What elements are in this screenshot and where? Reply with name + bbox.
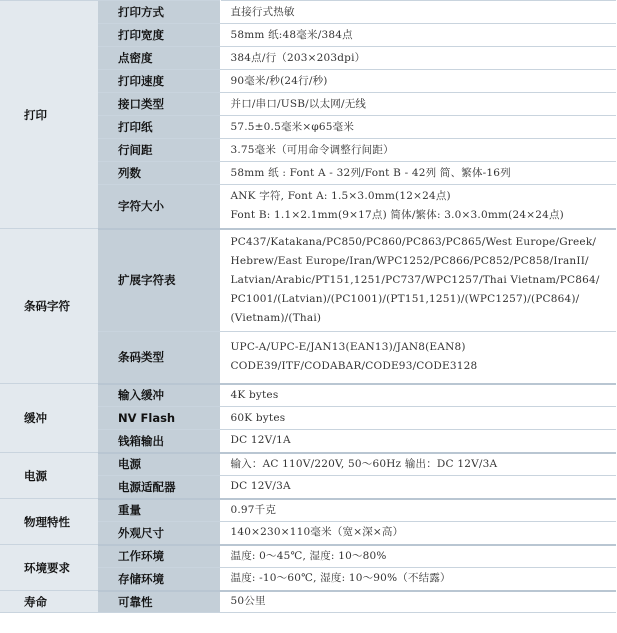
row-value: 140×230×110毫米（宽×深×高）	[220, 522, 616, 545]
table-row	[0, 1, 616, 24]
row-label: 行间距	[98, 139, 220, 162]
row-label: 可靠性	[98, 591, 220, 613]
row-value: 57.5±0.5毫米×φ65毫米	[220, 116, 616, 139]
row-label: 打印纸	[98, 116, 220, 139]
table-row	[0, 591, 616, 613]
row-value: 90毫米/秒(24行/秒)	[220, 70, 616, 93]
row-label: 重量	[98, 499, 220, 522]
row-value: DC 12V/3A	[220, 476, 616, 499]
row-value: 0.97千克	[220, 499, 616, 522]
category-lifespan: 寿命	[0, 591, 98, 613]
row-label: 打印方式	[98, 1, 220, 24]
row-label: 扩展字符表	[98, 229, 220, 332]
category-buffer: 缓冲	[0, 384, 98, 453]
row-value: 输入：AC 110V/220V, 50～60Hz 输出：DC 12V/3A	[220, 453, 616, 476]
table-row	[0, 384, 616, 407]
category-environment: 环境要求	[0, 545, 98, 591]
row-label: 钱箱输出	[98, 430, 220, 453]
table-row	[0, 229, 616, 332]
row-value: 并口/串口/USB/以太网/无线	[220, 93, 616, 116]
table-row	[0, 545, 616, 568]
row-label: 打印宽度	[98, 24, 220, 47]
row-label: 输入缓冲	[98, 384, 220, 407]
row-value: 3.75毫米（可用命令调整行间距）	[220, 139, 616, 162]
row-label: 字符大小	[98, 185, 220, 229]
category-power: 电源	[0, 453, 98, 499]
row-label: 存储环境	[98, 568, 220, 591]
category-barcode-charset: 条码字符	[0, 229, 98, 384]
row-label: 接口类型	[98, 93, 220, 116]
category-print: 打印	[0, 1, 98, 229]
row-value: 直接行式热敏	[220, 1, 616, 24]
row-value: UPC-A/UPC-E/JAN13(EAN13)/JAN8(EAN8) CODE39/ITF/CODABAR/CODE93/CODE3128	[220, 332, 616, 384]
row-value: 58mm 纸:48毫米/384点	[220, 24, 616, 47]
row-label: 电源适配器	[98, 476, 220, 499]
row-value: 58mm 纸 : Font A - 32列/Font B - 42列 简、繁体-16列	[220, 162, 616, 185]
row-label: 打印速度	[98, 70, 220, 93]
row-label: 点密度	[98, 47, 220, 70]
row-label: 条码类型	[98, 332, 220, 384]
row-label: 列数	[98, 162, 220, 185]
table-row	[0, 499, 616, 522]
table-row	[0, 453, 616, 476]
row-value: ANK 字符, Font A: 1.5×3.0mm(12×24点) Font B: 1.1×2.1mm(9×17点) 简体/繁体: 3.0×3.0mm(24×24点)	[220, 185, 616, 229]
row-value: 50公里	[220, 591, 616, 613]
row-value: 60K bytes	[220, 407, 616, 430]
row-value: PC437/Katakana/PC850/PC860/PC863/PC865/West Europe/Greek/ Hebrew/East Europe/Iran/WPC1252/PC866/PC852/PC858/IranII/ Latvian/Arabic/PT151,1251/PC737/WPC1257/Thai Vietnam/PC864/ PC1001/(Latvian)/(PC1001)/(PT151,1251)/(WPC1257)/(PC864)/ (Vietnam)/(Thai)	[220, 229, 616, 332]
row-label: 电源	[98, 453, 220, 476]
row-label: 工作环境	[98, 545, 220, 568]
row-value: 384点/行（203×203dpi）	[220, 47, 616, 70]
row-value: 温度: 0～45℃, 湿度: 10～80%	[220, 545, 616, 568]
row-value: 温度: -10～60℃, 湿度: 10～90%（不结露）	[220, 568, 616, 591]
row-label: NV Flash	[98, 407, 220, 430]
row-value: 4K bytes	[220, 384, 616, 407]
row-label: 外观尺寸	[98, 522, 220, 545]
category-physical: 物理特性	[0, 499, 98, 545]
row-value: DC 12V/1A	[220, 430, 616, 453]
